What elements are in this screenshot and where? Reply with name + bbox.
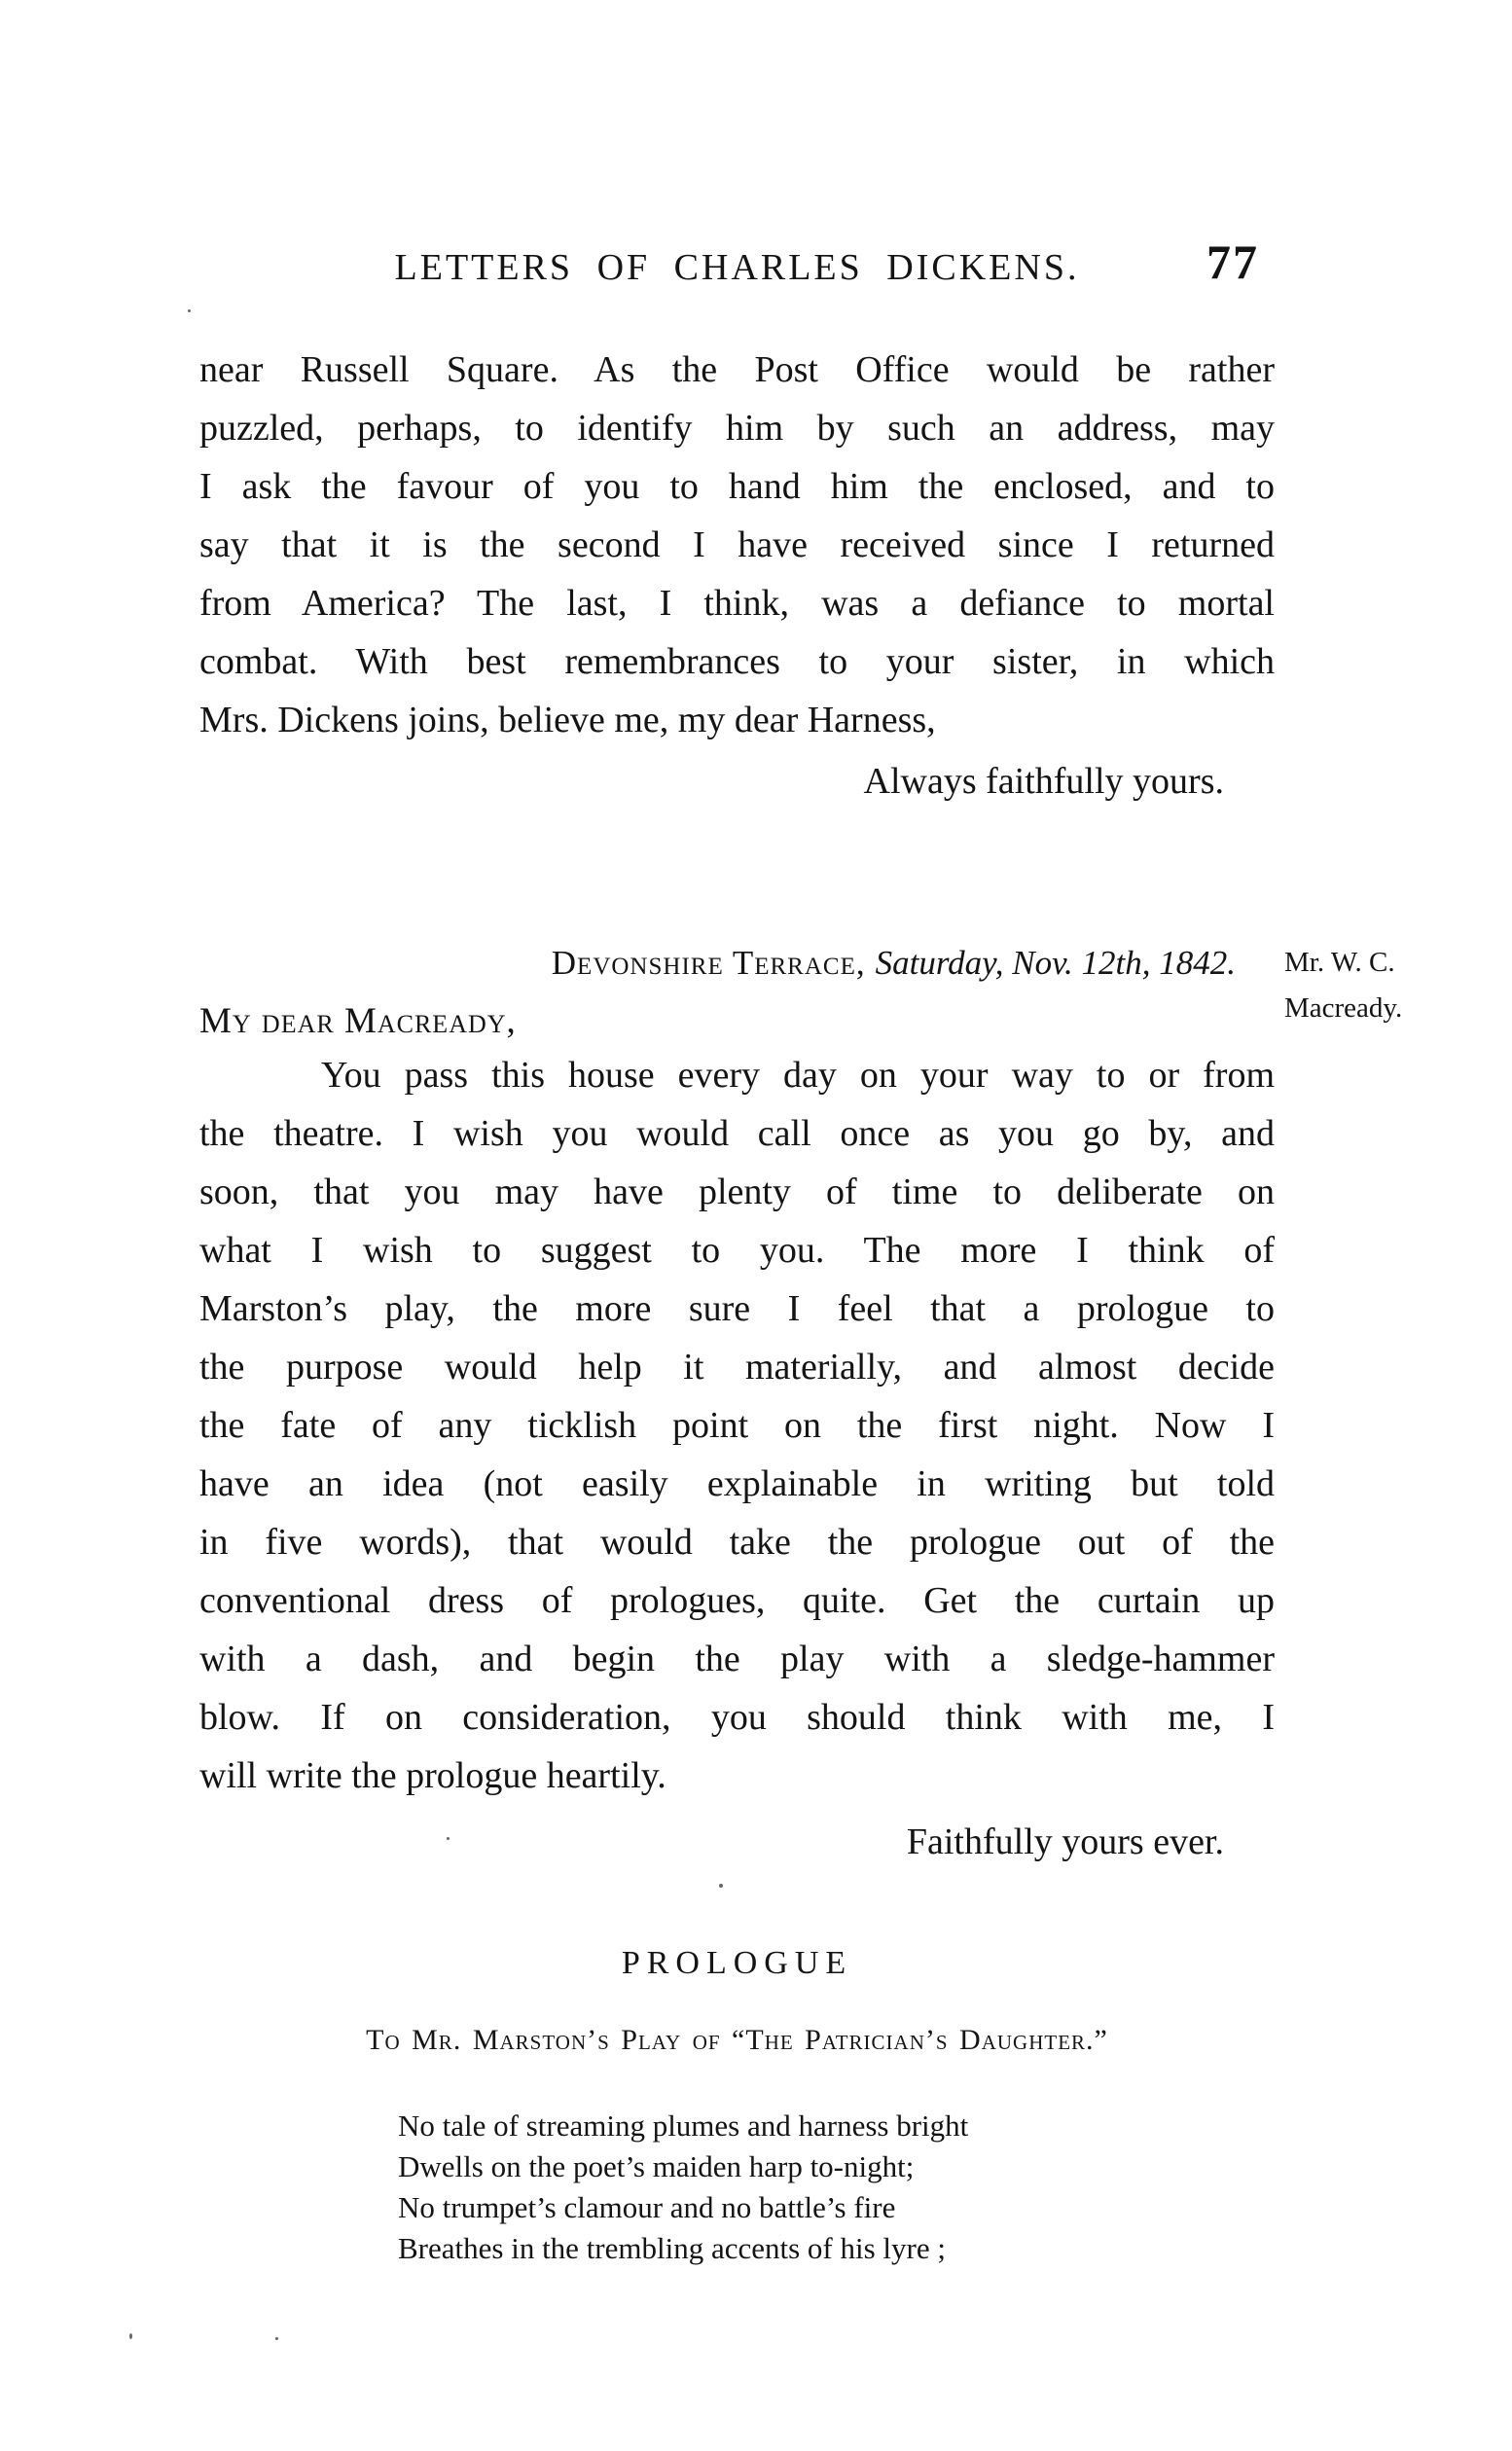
prologue-subtitle: To Mr. Marston’s Play of “The Patrician’s Daughter.” [366,2024,1108,2056]
letter-body-line: combat. With best remembrances to your sister, in which [199,641,1275,682]
letter-body-line: will write the prologue heartily. [199,1755,666,1796]
margin-note-line: Mr. W. C. [1284,947,1395,978]
letter-body-line: conventional dress of prologues, quite. Get the curtain up [199,1580,1275,1621]
letter-harness-closing: Always faithfully yours. [863,761,1224,802]
letter-body-line: from America? The last, I think, was a defiance to mortal [199,583,1275,624]
dateline-place: Devonshire Terrace, [551,944,866,982]
letter-body-line: the purpose would help it materially, and almost decide [199,1347,1275,1388]
letter-body-line: I ask the favour of you to hand him the enclosed, and to [199,466,1275,507]
letter-body-line: Mrs. Dickens joins, believe me, my dear Harness, [199,700,936,740]
dateline [199,940,1275,987]
scan-speck [129,2333,132,2339]
letter-body-line: what I wish to suggest to you. The more I think of [199,1230,1275,1271]
margin-note-recipient [1284,940,1459,1031]
letter-body-line: Marston’s play, the more sure I feel that a prologue to [199,1288,1275,1329]
running-header [199,234,1275,292]
scan-speck [447,1837,450,1840]
page-heading: LETTERS OF CHARLES DICKENS. [394,247,1080,288]
letter-body-line: puzzled, perhaps, to identify him by such an address, may [199,408,1275,449]
letter-body-line: the theatre. I wish you would call once as you go by, and [199,1113,1275,1154]
verse-line: No tale of streaming plumes and harness bright [398,2109,969,2143]
margin-note-line: Macready. [1284,992,1403,1024]
letter-body-line: have an idea (not easily explainable in writing but told [199,1463,1275,1504]
prologue-heading: PROLOGUE [621,1945,853,1981]
page-number: 77 [1206,234,1259,289]
letter-macready-body [199,1046,1275,1805]
verse-line: Dwells on the poet’s maiden harp to-night; [398,2149,915,2183]
letter-body-line: in five words), that would take the prologue out of the [199,1522,1275,1563]
scan-speck [188,309,191,312]
letter-body-line: the fate of any ticklish point on the first night. Now I [199,1405,1275,1446]
letter-macready-closing: Faithfully yours ever. [906,1821,1224,1862]
verse-line: Breathes in the trembling accents of his lyre ; [398,2231,946,2265]
letter-body-line: You pass this house every day on your way to or from [321,1055,1275,1096]
dateline-date: Saturday, Nov. 12th, 1842. [875,944,1236,982]
verse-line: No trumpet’s clamour and no battle’s fire [398,2190,896,2224]
letter-body-line: say that it is the second I have received since I returned [199,524,1275,565]
scan-speck [275,2337,278,2340]
letter-body-line: blow. If on consideration, you should think with me, I [199,1697,1275,1738]
letter-body-line: near Russell Square. As the Post Office would be rather [199,349,1275,390]
salutation: My dear Macready, [199,1001,517,1041]
letter-body-line: soon, that you may have plenty of time to deliberate on [199,1171,1275,1212]
letter-harness-body [199,341,1275,749]
scan-speck [719,1884,723,1888]
prologue-verse [398,2106,1196,2269]
letter-body-line: with a dash, and begin the play with a sledge-hammer [199,1639,1275,1679]
